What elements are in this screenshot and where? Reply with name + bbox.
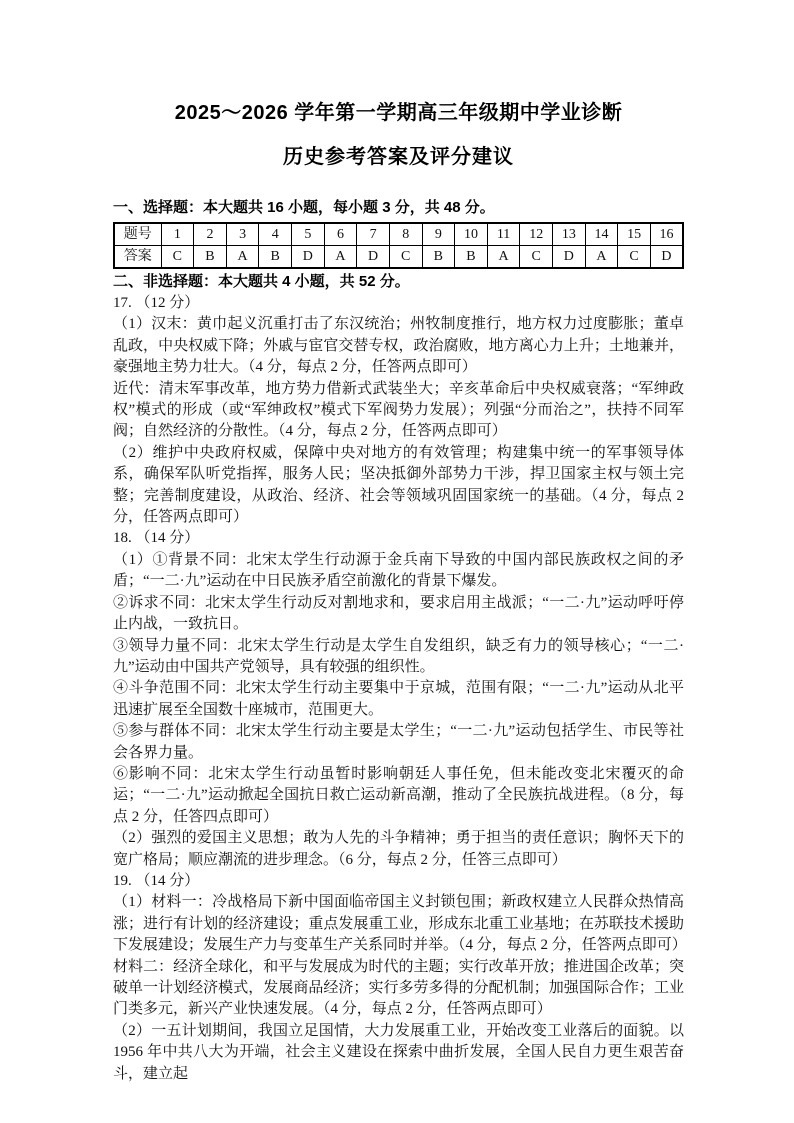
question-number-cell: 3 [226,223,259,246]
question-number-row [114,223,683,246]
question-19-answer-2: 材料二：经济全球化，和平与发展成为时代的主题；实行改革开放；推进国企改革；突破单一计划经济模式，发展商品经济；实行多劳多得的分配机制；加强国际合作；工业门类多元，新兴产业快速发展。（4 分，每点 2 分，任答两点即可） [113,958,684,1018]
answer-row [114,246,683,269]
answer-cell: C [618,246,651,269]
question-number-cell: 6 [324,223,357,246]
answer-cell: C [389,246,422,269]
question-number-cell: 11 [487,223,520,246]
question-18-answer-5: ⑤参与群体不同：北宋太学生行动主要是太学生；“一二·九”运动包括学生、市民等社会各界力量。 [113,723,684,761]
answer-cell: D [650,246,683,269]
question-number-cell: 10 [455,223,488,246]
question-18-answer-7: （2）强烈的爱国主义思想；敢为人先的斗争精神；勇于担当的责任意识；胸怀天下的宽广格局；顺应潮流的进步理念。（6 分，每点 2 分，任答三点即可） [113,830,684,868]
section2-heading: 二、非选择题：本大题共 4 小题，共 52 分。 [113,273,410,290]
question-18-answer-3: ③领导力量不同：北宋太学生行动是太学生自发组织，缺乏有力的领导核心；“一二·九”运动由中国共产党领导，具有较强的组织性。 [113,637,684,675]
answer-cell: A [226,246,259,269]
question-number-cell: 9 [422,223,455,246]
question-17-header: 17. （12 分） [113,295,200,311]
document-subtitle: 历史参考答案及评分建议 [283,146,514,168]
answer-cell: A [324,246,357,269]
question-18-answer-4: ④斗争范围不同：北宋太学生行动主要集中于京城，范围有限；“一二·九”运动从北平迅速扩展至全国数十座城市，范围更大。 [113,680,684,718]
question-number-cell: 12 [520,223,553,246]
question-number-cell: 13 [553,223,586,246]
question-number-cell: 1 [161,223,194,246]
question-number-cell: 2 [194,223,227,246]
question-18-answer-2: ②诉求不同：北宋太学生行动反对割地求和，要求启用主战派；“一二·九”运动呼吁停止内战，一致抗日。 [113,594,684,633]
question-17-answer-3: （2）维护中央政府权威，保障中央对地方的有效管理；构建集中统一的军事领导体系，确保军队听党指挥，服务人民；坚决抵御外部势力干涉，捍卫国家主权与领土完整；完善制度建设，从政治、经济、社会等领域巩固国家统一的基础。（4 分，每点 2 分，任答两点即可） [113,444,684,526]
question-number-row-label: 题号 [114,223,161,246]
answer-table [113,222,684,269]
question-number-cell: 5 [292,223,325,246]
question-17-answer-1: （1）汉末：黄巾起义沉重打击了东汉统治；州牧制度推行，地方权力过度膨胀；董卓乱政，中央权威下降；外戚与宦官交替专权，政治腐败，地方离心力上升；土地兼并，豪强地主势力壮大。（4 分，每点 2 分，任答两点即可） [113,316,684,376]
question-number-cell: 14 [585,223,618,246]
question-18-answer-1: （1）①背景不同：北宋太学生行动源于金兵南下导致的中国内部民族政权之间的矛盾；“一二·九”运动在中日民族矛盾空前激化的背景下爆发。 [113,551,684,590]
answer-cell: B [455,246,488,269]
answer-cell: C [520,246,553,269]
answer-row-label: 答案 [114,246,161,269]
question-19-answer-1: （1）材料一：冷战格局下新中国面临帝国主义封锁包围；新政权建立人民群众热情高涨；进行有计划的经济建设；重点发展重工业，形成东北重工业基地；在苏联技术援助下发展建设；发展生产力与变革生产关系同时并举。（4 分，每点 2 分，任答两点即可） [113,894,687,954]
question-number-cell: 8 [389,223,422,246]
answer-cell: B [259,246,292,269]
question-18-answer-6: ⑥影响不同：北宋太学生行动虽暂时影响朝廷人事任免，但未能改变北宋覆灭的命运；“一二·九”运动掀起全国抗日救亡运动新高潮，推动了全民族抗战进程。（8 分，每点 2 分，任答四点即可） [113,765,684,825]
answer-cell: D [292,246,325,269]
answer-cell: D [553,246,586,269]
answer-cell: B [422,246,455,269]
question-number-cell: 4 [259,223,292,246]
answer-cell: A [487,246,520,269]
section1-heading: 一、选择题：本大题共 16 小题，每小题 3 分，共 48 分。 [113,199,495,216]
question-number-cell: 15 [618,223,651,246]
question-18-header: 18. （14 分） [113,530,200,547]
answer-cell: A [585,246,618,269]
question-17-answer-2: 近代：清末军事改革，地方势力借新式武装坐大；辛亥革命后中央权威衰落；“军绅政权”模式的形成（或“军绅政权”模式下军阀势力发展）；列强“分而治之”，扶持不同军阀；自然经济的分散性。（4 分，每点 2 分，任答两点即可） [113,380,684,440]
question-19-answer-3: （2）一五计划期间，我国立足国情，大力发展重工业，开始改变工业落后的面貌。以 1956 年中共八大为开端，社会主义建设在探索中曲折发展，全国人民自力更生艰苦奋斗，建立起 [113,1022,684,1082]
question-number-cell: 16 [650,223,683,246]
answer-cell: C [161,246,194,269]
question-number-cell: 7 [357,223,390,246]
answer-cell: B [194,246,227,269]
document-title: 2025～2026 学年第一学期高三年级期中学业诊断 [174,102,623,124]
question-19-header: 19. （14 分） [113,872,200,889]
answer-cell: D [357,246,390,269]
